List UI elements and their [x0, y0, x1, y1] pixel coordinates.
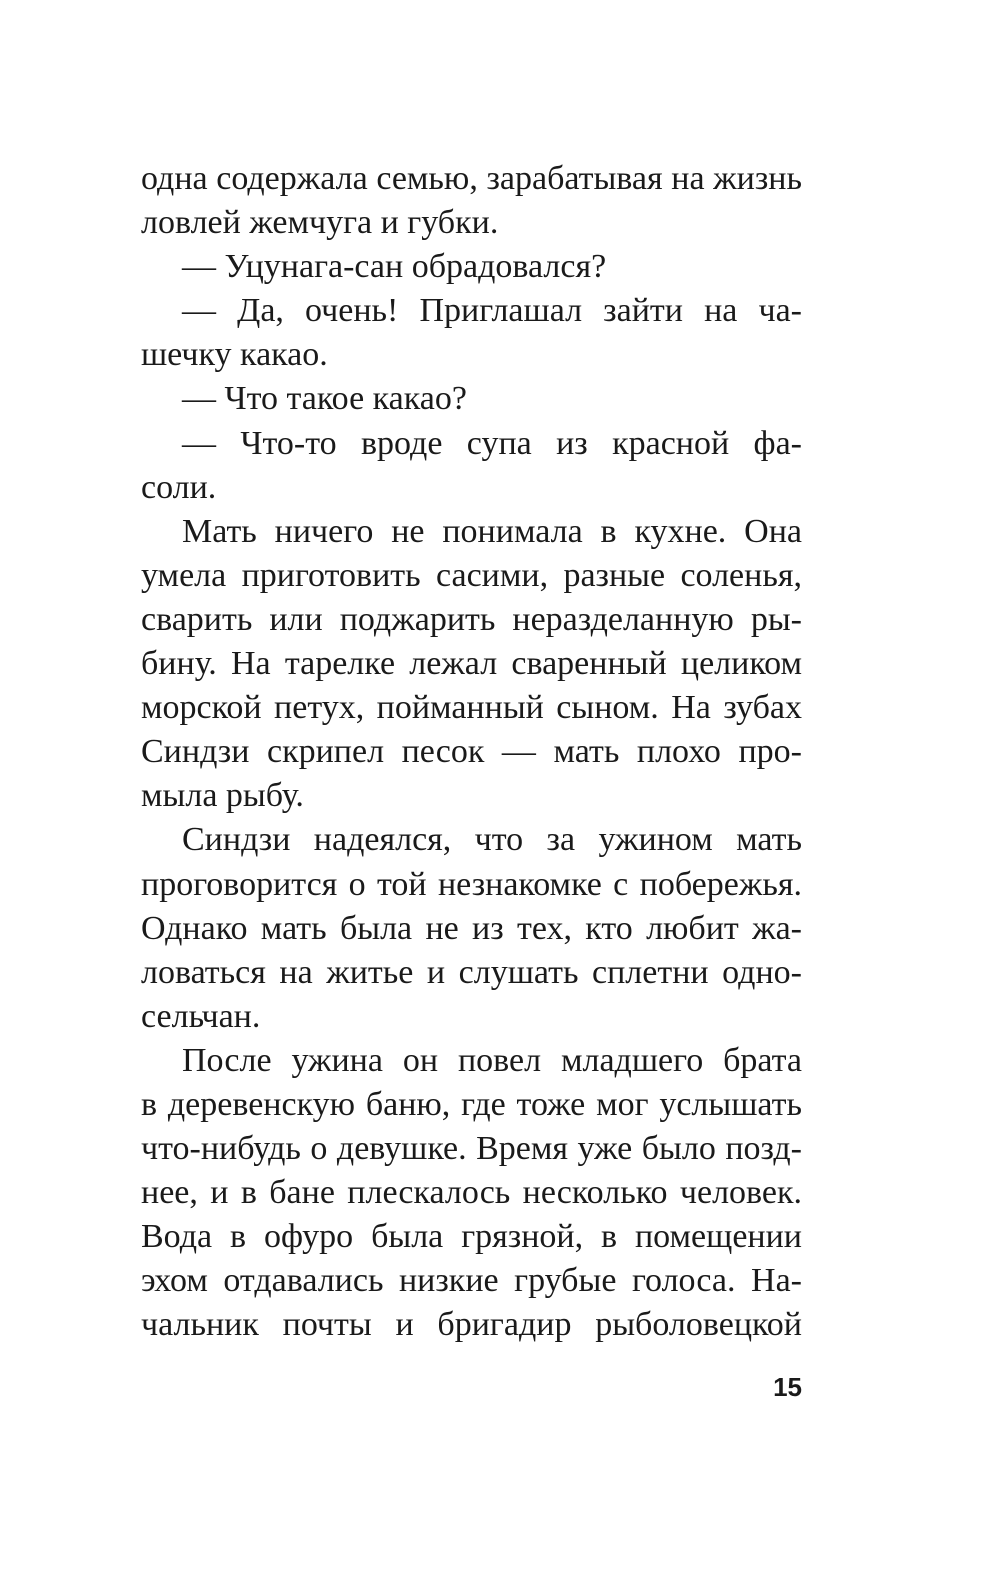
text-line: чальник почты и бригадир рыболовецкой — [141, 1306, 802, 1344]
text-line: Вода в офуро была грязной, в помещении — [141, 1218, 802, 1256]
text-line: что-нибудь о девушке. Время уже было позд- — [141, 1130, 802, 1168]
text-line: нее, и в бане плескалось несколько человек. — [141, 1174, 802, 1212]
text-line: Мать ничего не понимала в кухне. Она — [182, 512, 802, 550]
text-line: Однако мать была не из тех, кто любит жа- — [141, 909, 802, 947]
text-line: эхом отдавались низкие грубые голоса. На- — [141, 1262, 802, 1300]
text-line: одна содержала семью, зарабатывая на жизнь — [141, 160, 802, 197]
text-line: — Что такое какао? — [182, 380, 467, 418]
text-line: После ужина он повел младшего брата — [182, 1041, 802, 1079]
text-line: — Что-то вроде супа из красной фа- — [182, 424, 802, 462]
text-line: соли. — [141, 468, 217, 506]
text-line: Синдзи надеялся, что за ужином мать — [182, 821, 802, 859]
text-line: в деревенскую баню, где тоже мог услышать — [141, 1085, 802, 1123]
text-line: ловлей жемчуга и губки. — [141, 204, 499, 242]
text-line: проговорится о той незнакомке с побережья. — [141, 865, 802, 903]
text-line: — Да, очень! Приглашал зайти на ча- — [182, 292, 802, 330]
text-line: — Уцунага-сан обрадовался? — [182, 248, 607, 286]
text-line: шечку какао. — [141, 336, 328, 374]
text-line: Синдзи скрипел песок — мать плохо про- — [141, 733, 802, 771]
page-number: 15 — [773, 1372, 802, 1402]
text-line: мыла рыбу. — [141, 777, 304, 815]
text-line: ловаться на житье и слушать сплетни одно- — [141, 953, 802, 991]
text-line: морской петух, пойманный сыном. На зубах — [141, 689, 802, 727]
text-line: бину. На тарелке лежал сваренный целиком — [141, 645, 802, 683]
text-line: сварить или поджарить неразделанную ры- — [141, 600, 802, 638]
text-line: умела приготовить сасими, разные соленья, — [141, 556, 802, 594]
text-line: сельчан. — [141, 997, 261, 1035]
body-text — [141, 157, 802, 1348]
